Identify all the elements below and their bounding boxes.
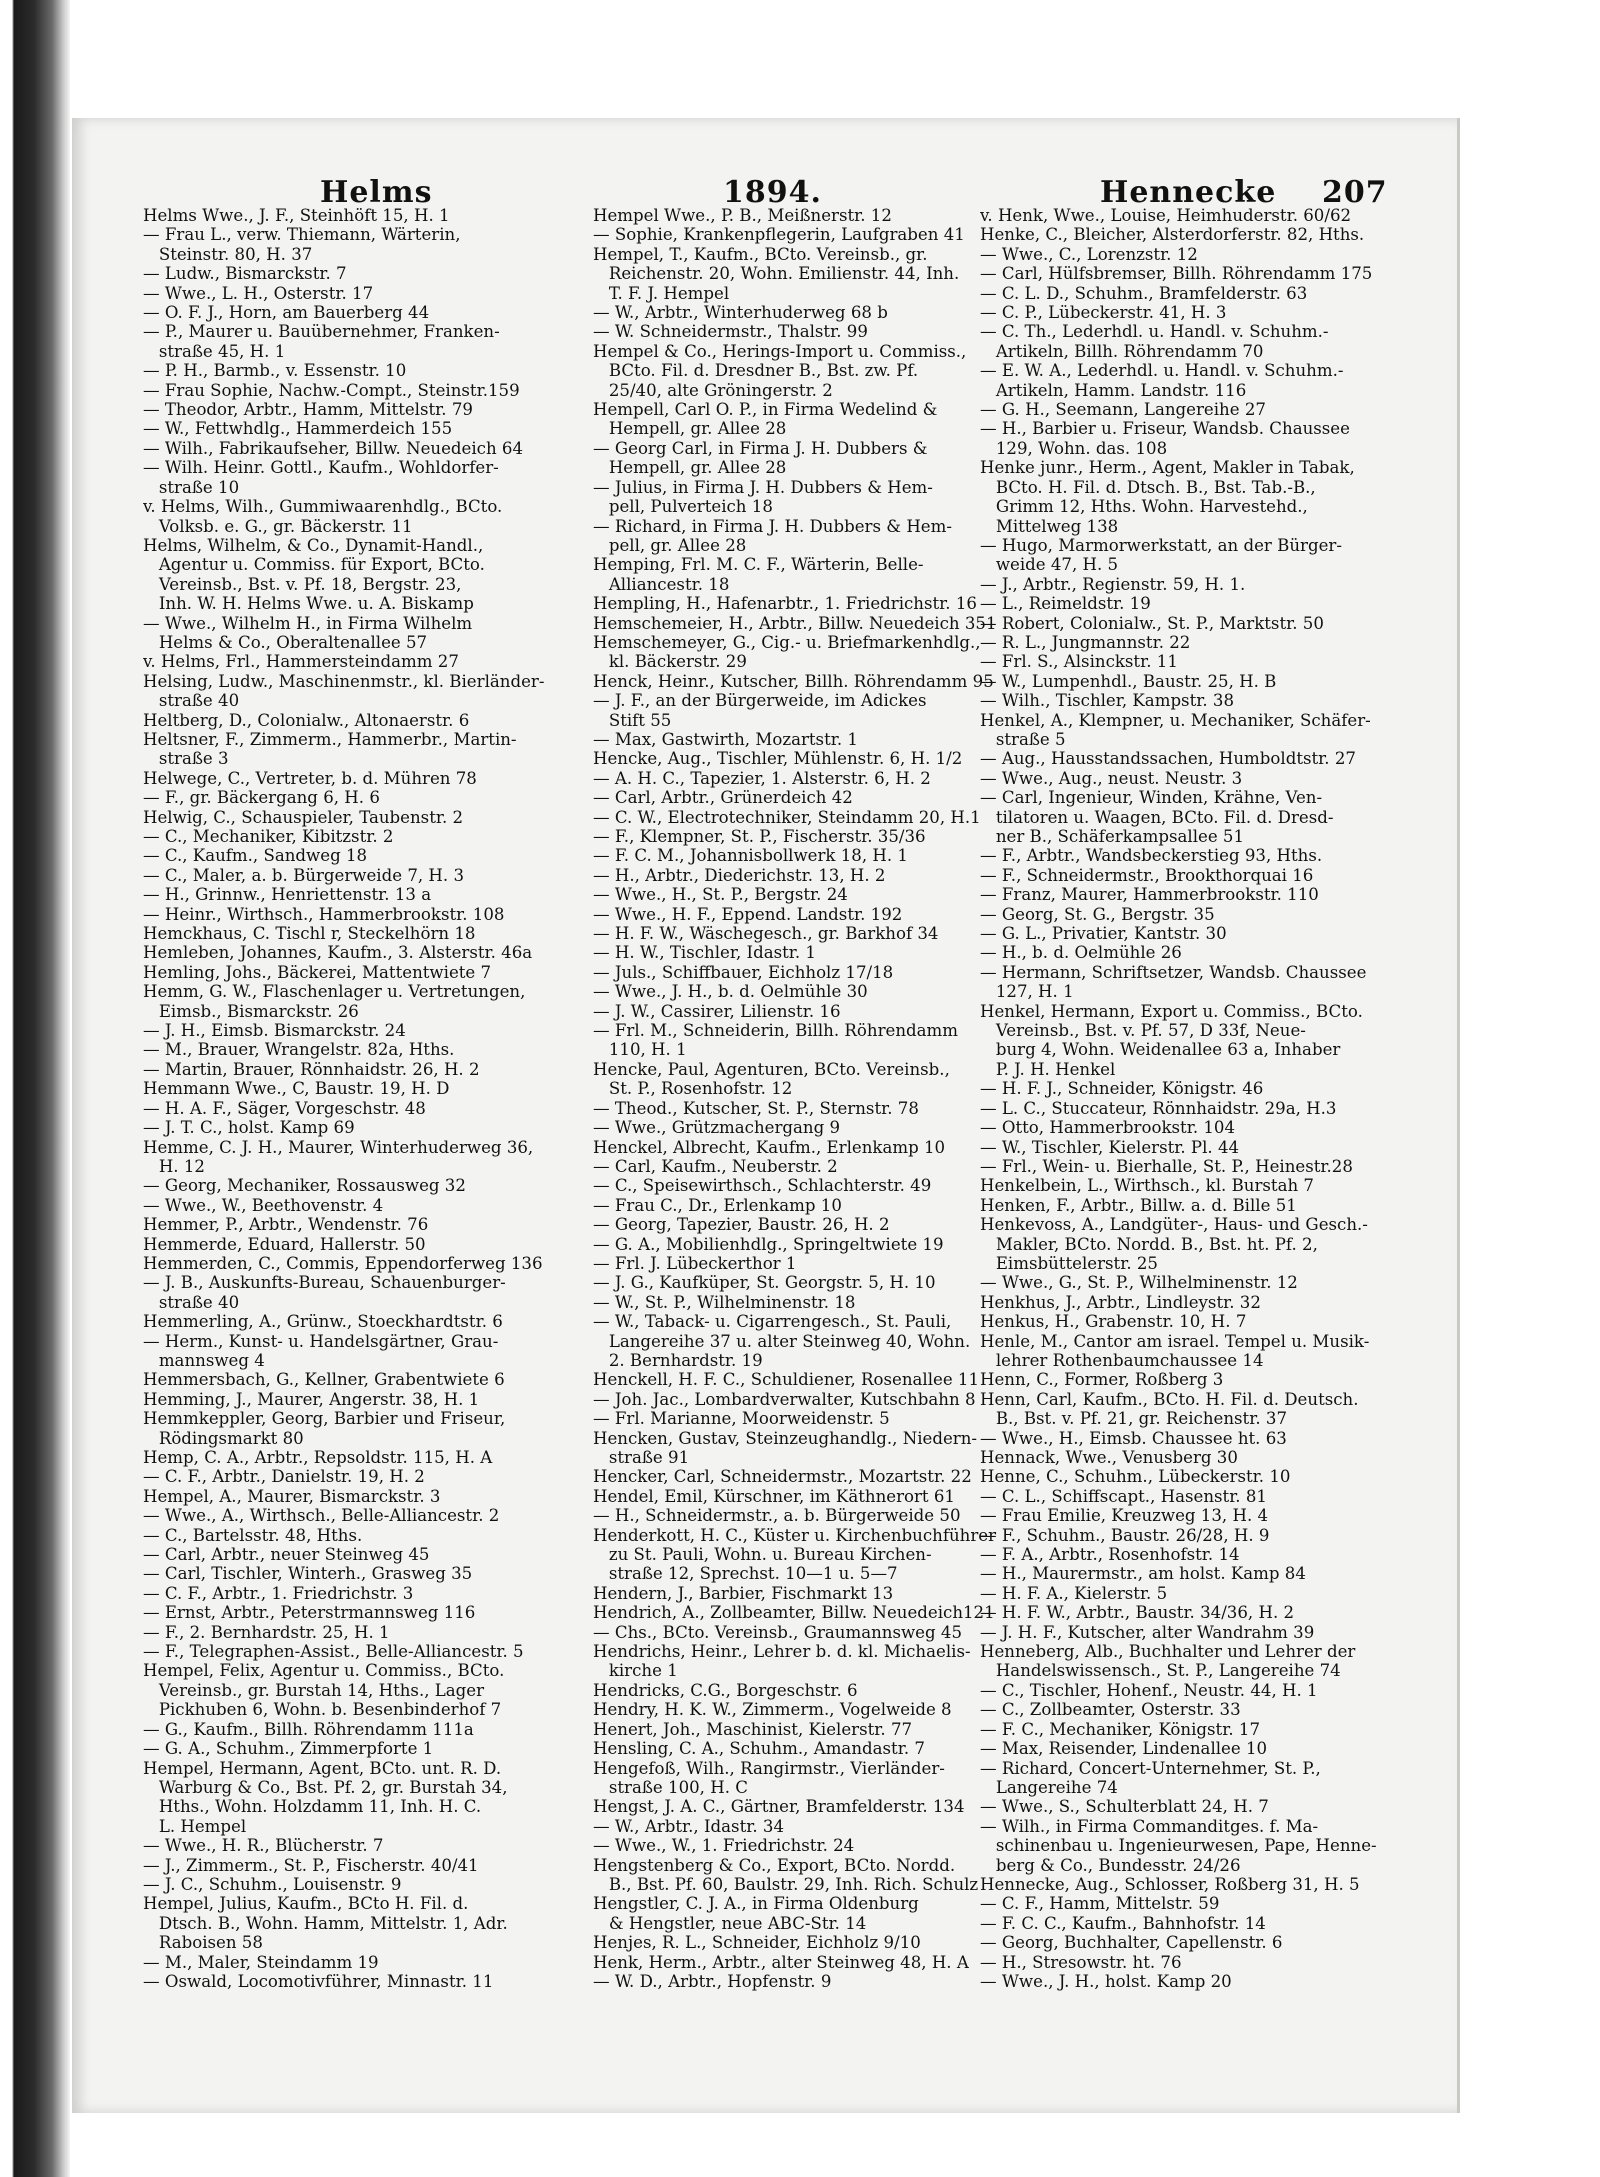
directory-entry-line: Henkel, A., Klempner, u. Mechaniker, Schäfer- (980, 710, 1371, 730)
directory-entry-line: Hemckhaus, C. Tischl r, Steckelhörn 18 (143, 924, 476, 944)
directory-entry-line: Steinstr. 80, H. 37 (143, 244, 313, 264)
directory-entry-line: — F., Schuhm., Baustr. 26/28, H. 9 (980, 1525, 1270, 1545)
directory-entry-line: Helwege, C., Vertreter, b. d. Mühren 78 (143, 768, 477, 788)
directory-entry-line: Henkelbein, L., Wirthsch., kl. Burstah 7 (980, 1176, 1314, 1196)
directory-entry-line: — W. Schneidermstr., Thalstr. 99 (593, 322, 868, 342)
directory-entry-line: Hendry, H. K. W., Zimmerm., Vogelweide 8 (593, 1700, 952, 1720)
directory-entry-line: — Ludw., Bismarckstr. 7 (143, 264, 347, 284)
directory-entry-line: — C. L. D., Schuhm., Bramfelderstr. 63 (980, 283, 1308, 303)
directory-entry-line: Hemp, C. A., Arbtr., Repsoldstr. 115, H. A (143, 1448, 493, 1467)
directory-entry-line: Hempell, gr. Allee 28 (593, 458, 787, 478)
running-head-right: Hennecke (1100, 175, 1277, 210)
directory-entry-line: — Carl, Kaufm., Neuberstr. 2 (593, 1156, 838, 1176)
directory-entry-line: Henle, M., Cantor am israel. Tempel u. Musik- (980, 1331, 1370, 1351)
directory-entry-line: Henne, C., Schuhm., Lübeckerstr. 10 (980, 1467, 1291, 1487)
directory-entry-line: Vereinsb., Bst. v. Pf. 57, D 33f, Neue- (980, 1021, 1306, 1041)
directory-entry-line: — Georg, Buchhalter, Capellenstr. 6 (980, 1933, 1283, 1953)
directory-entry-line: pell, Pulverteich 18 (593, 497, 773, 517)
directory-entry-line: — F., 2. Bernhardstr. 25, H. 1 (143, 1622, 390, 1642)
directory-entry-line: — F. A., Arbtr., Rosenhofstr. 14 (980, 1545, 1240, 1565)
directory-entry-line: — Wwe., H. F., Eppend. Landstr. 192 (593, 904, 903, 924)
directory-entry-line: — Chs., BCto. Vereinsb., Graumannsweg 45 (593, 1622, 963, 1642)
directory-entry-line: Hengst, J. A. C., Gärtner, Bramfelderstr. 134 (593, 1797, 965, 1817)
directory-entry-line: — J. T. C., holst. Kamp 69 (143, 1118, 355, 1138)
directory-entry-line: Hendern, J., Barbier, Fischmarkt 13 (593, 1583, 894, 1603)
directory-entry-line: — Hugo, Marmorwerkstatt, an der Bürger- (980, 535, 1342, 555)
directory-entry-line: Henke junr., Herm., Agent, Makler in Tabak, (980, 458, 1355, 478)
directory-entry-line: 127, H. 1 (980, 982, 1074, 1002)
directory-entry-line: — Sophie, Krankenpflegerin, Laufgraben 41 (593, 225, 965, 245)
directory-entry-line: — G. H., Seemann, Langereihe 27 (980, 400, 1266, 420)
directory-entry-line: pell, gr. Allee 28 (593, 535, 747, 555)
directory-entry-line: Artikeln, Billh. Röhrendamm 70 (980, 341, 1264, 361)
directory-entry-line: Hemmerling, A., Grünw., Stoeckhardtstr. 6 (143, 1312, 503, 1332)
directory-entry-line: — Wwe., Aug., neust. Neustr. 3 (980, 768, 1243, 788)
running-head-year: 1894. (723, 175, 822, 210)
directory-entry-line: — W., Arbtr., Winterhuderweg 68 b (593, 303, 888, 323)
directory-entry-line: B., Bst. Pf. 60, Baulstr. 29, Inh. Rich. Schulz (593, 1874, 979, 1894)
directory-entry-line: — Oswald, Locomotivführer, Minnastr. 11 (143, 1971, 494, 1991)
directory-column-3 (980, 206, 1390, 1991)
directory-entry-line: Helms & Co., Oberaltenallee 57 (143, 632, 428, 652)
directory-entry-line: — Frl. M., Schneiderin, Billh. Röhrendamm (593, 1021, 959, 1041)
directory-entry-line: — Georg, St. G., Bergstr. 35 (980, 904, 1215, 924)
directory-entry-line: tilatoren u. Waagen, BCto. Fil. d. Dresd- (980, 807, 1334, 827)
page-number: 207 (1322, 175, 1388, 210)
directory-entry-line: ner B., Schäferkampsallee 51 (980, 827, 1245, 846)
directory-entry-line: — C., Speisewirthsch., Schlachterstr. 49 (593, 1176, 932, 1196)
directory-entry-line: — C. Th., Lederhdl. u. Handl. v. Schuhm.- (980, 322, 1329, 342)
directory-entry-line: — Carl, Arbtr., neuer Steinweg 45 (143, 1545, 430, 1565)
directory-entry-line: T. F. J. Hempel (593, 283, 730, 303)
directory-entry-line: Hempel, Hermann, Agent, BCto. unt. R. D. (143, 1758, 502, 1778)
directory-entry-line: — H. F. J., Schneider, Königstr. 46 (980, 1079, 1264, 1099)
directory-entry-line: zu St. Pauli, Wohn. u. Bureau Kirchen- (593, 1545, 932, 1565)
directory-entry-line: Henken, F., Arbtr., Billw. a. d. Bille 51 (980, 1195, 1297, 1215)
directory-entry-line: — C. F., Hamm, Mittelstr. 59 (980, 1894, 1220, 1914)
directory-entry-line: — H. F. W., Arbtr., Baustr. 34/36, H. 2 (980, 1603, 1295, 1623)
directory-entry-line: Henneberg, Alb., Buchhalter und Lehrer der (980, 1642, 1356, 1662)
directory-entry-line: — Wwe., H. R., Blücherstr. 7 (143, 1836, 384, 1856)
directory-entry-line: Agentur u. Commiss. für Export, BCto. (143, 555, 485, 575)
directory-entry-line: Hemmer, P., Arbtr., Wendenstr. 76 (143, 1215, 429, 1235)
directory-entry-line: — F., Klempner, St. P., Fischerstr. 35/36 (593, 827, 926, 846)
directory-entry-line: straße 12, Sprechst. 10—1 u. 5—7 (593, 1564, 898, 1584)
directory-entry-line: — Richard, Concert-Unternehmer, St. P., (980, 1758, 1321, 1778)
directory-entry-line: Helms Wwe., J. F., Steinhöft 15, H. 1 (143, 206, 450, 225)
directory-entry-line: Hemschemeyer, G., Cig.- u. Briefmarkenhdlg., (593, 632, 981, 652)
directory-entry-line: — W., Tischler, Kielerstr. Pl. 44 (980, 1137, 1240, 1157)
directory-entry-line: burg 4, Wohn. Weidenallee 63 a, Inhaber (980, 1040, 1341, 1060)
directory-column-1 (143, 206, 553, 1991)
directory-entry-line: — Robert, Colonialw., St. P., Marktstr. 50 (980, 613, 1324, 633)
directory-entry-line: — Wwe., S., Schulterblatt 24, H. 7 (980, 1797, 1269, 1817)
directory-entry-line: — Wwe., L. H., Osterstr. 17 (143, 283, 374, 303)
directory-entry-line: — Wilh. Heinr. Gottl., Kaufm., Wohldorfer- (143, 458, 499, 478)
directory-entry-line: — Joh. Jac., Lombardverwalter, Kutschbahn 8 (593, 1389, 976, 1409)
directory-entry-line: Hempel Wwe., P. B., Meißnerstr. 12 (593, 206, 892, 225)
directory-entry-line: Mittelweg 138 (980, 516, 1119, 536)
directory-entry-line: — H. A. F., Säger, Vorgeschstr. 48 (143, 1098, 426, 1118)
directory-entry-line: Stift 55 (593, 710, 672, 730)
directory-entry-line: Hemmersbach, G., Kellner, Grabentwiete 6 (143, 1370, 505, 1390)
directory-entry-line: — H., Barbier u. Friseur, Wandsb. Chaussee (980, 419, 1350, 439)
directory-entry-line: 129, Wohn. das. 108 (980, 438, 1168, 458)
directory-entry-line: Hendricks, C.G., Borgeschstr. 6 (593, 1680, 858, 1700)
directory-entry-line: — C., Bartelsstr. 48, Hths. (143, 1525, 363, 1545)
directory-entry-line: Vereinsb., Bst. v. Pf. 18, Bergstr. 23, (143, 574, 462, 594)
directory-entry-line: — M., Brauer, Wrangelstr. 82a, Hths. (143, 1040, 455, 1060)
directory-entry-line: Hemme, C. J. H., Maurer, Winterhuderweg 36, (143, 1137, 534, 1157)
directory-entry-line: — W., Taback- u. Cigarrengesch., St. Pauli, (593, 1312, 952, 1332)
directory-entry-line: — R. L., Jungmannstr. 22 (980, 632, 1191, 652)
directory-entry-line: — Wwe., J. H., holst. Kamp 20 (980, 1971, 1232, 1991)
directory-entry-line: Hempling, H., Hafenarbtr., 1. Friedrichstr. 16 (593, 594, 977, 614)
directory-entry-line: — A. H. C., Tapezier, 1. Alsterstr. 6, H. 2 (593, 768, 931, 788)
directory-entry-line: — Frl., Wein- u. Bierhalle, St. P., Heinestr.28 (980, 1156, 1353, 1176)
directory-entry-line: Henert, Joh., Maschinist, Kielerstr. 77 (593, 1719, 913, 1739)
directory-entry-line: Alliancestr. 18 (593, 574, 730, 594)
directory-entry-line: & Hengstler, neue ABC-Str. 14 (593, 1913, 867, 1933)
directory-entry-line: Henderkott, H. C., Küster u. Kirchenbuchführer (593, 1525, 997, 1545)
directory-entry-line: Hempel, A., Maurer, Bismarckstr. 3 (143, 1486, 441, 1506)
directory-entry-line: schinenbau u. Ingenieurwesen, Pape, Henne- (980, 1836, 1377, 1856)
directory-entry-line: Langereihe 74 (980, 1777, 1118, 1797)
directory-entry-line: Hempel, Julius, Kaufm., BCto H. Fil. d. (143, 1894, 469, 1914)
directory-entry-line: — Julius, in Firma J. H. Dubbers & Hem- (593, 477, 933, 497)
directory-entry-line: — H., Arbtr., Diederichstr. 13, H. 2 (593, 865, 886, 885)
directory-entry-line: — Wwe., H., Eimsb. Chaussee ht. 63 (980, 1428, 1287, 1448)
directory-entry-line: L. Hempel (143, 1816, 247, 1836)
directory-entry-line: Heltberg, D., Colonialw., Altonaerstr. 6 (143, 710, 470, 730)
directory-entry-line: — Carl, Ingenieur, Winden, Krähne, Ven- (980, 788, 1323, 808)
directory-entry-line: v. Helms, Frl., Hammersteindamm 27 (143, 652, 459, 672)
directory-entry-line: Hengstler, C. J. A., in Firma Oldenburg (593, 1894, 919, 1914)
directory-entry-line: Hemmerde, Eduard, Hallerstr. 50 (143, 1234, 426, 1254)
directory-entry-line: — O. F. J., Horn, am Bauerberg 44 (143, 303, 430, 323)
directory-entry-line: — Wilh., Fabrikaufseher, Billw. Neuedeich 64 (143, 438, 524, 458)
directory-entry-line: — Hermann, Schriftsetzer, Wandsb. Chaussee (980, 962, 1367, 982)
directory-entry-line: Hendrichs, Heinr., Lehrer b. d. kl. Michaelis- (593, 1642, 971, 1662)
directory-entry-line: straße 91 (593, 1448, 690, 1467)
directory-entry-line: — Juls., Schiffbauer, Eichholz 17/18 (593, 962, 894, 982)
directory-entry-line: BCto. Fil. d. Dresdner B., Bst. zw. Pf. (593, 361, 919, 381)
directory-entry-line: 25/40, alte Gröningerstr. 2 (593, 380, 833, 400)
directory-entry-line: Hencker, Carl, Schneidermstr., Mozartstr. 22 (593, 1467, 972, 1487)
directory-entry-line: Eimsbüttelerstr. 25 (980, 1253, 1158, 1273)
directory-entry-line: kl. Bäckerstr. 29 (593, 652, 747, 672)
directory-entry-line: lehrer Rothenbaumchaussee 14 (980, 1350, 1264, 1370)
directory-entry-line: — J., Zimmerm., St. P., Fischerstr. 40/41 (143, 1855, 479, 1875)
directory-entry-line: Henjes, R. L., Schneider, Eichholz 9/10 (593, 1933, 921, 1953)
directory-entry-line: Dtsch. B., Wohn. Hamm, Mittelstr. 1, Adr. (143, 1913, 508, 1933)
directory-entry-line: Makler, BCto. Nordd. B., Bst. ht. Pf. 2, (980, 1234, 1318, 1254)
directory-entry-line: Hempell, gr. Allee 28 (593, 419, 787, 439)
directory-entry-line: — Max, Gastwirth, Mozartstr. 1 (593, 729, 858, 749)
directory-entry-line: Hendel, Emil, Kürschner, im Käthnerort 61 (593, 1486, 955, 1506)
book-spine (0, 0, 70, 2177)
directory-entry-line: Hempel & Co., Herings-Import u. Commiss., (593, 341, 967, 361)
directory-entry-line: — Ernst, Arbtr., Peterstrmannsweg 116 (143, 1603, 476, 1623)
directory-entry-line: — Wwe., Grützmachergang 9 (593, 1118, 841, 1138)
directory-entry-line: — C. W., Electrotechniker, Steindamm 20, H.1 (593, 807, 981, 827)
directory-entry-line: Hemmerden, C., Commis, Eppendorferweg 136 (143, 1253, 543, 1273)
directory-entry-line: — H. F. W., Wäschegesch., gr. Barkhof 34 (593, 924, 939, 944)
directory-entry-line: — Wwe., H., St. P., Bergstr. 24 (593, 885, 848, 905)
directory-entry-line: — J., Arbtr., Regienstr. 59, H. 1. (980, 574, 1246, 594)
directory-entry-line: — F. C. C., Kaufm., Bahnhofstr. 14 (980, 1913, 1266, 1933)
directory-entry-line: weide 47, H. 5 (980, 555, 1119, 575)
directory-entry-line: straße 5 (980, 729, 1066, 749)
directory-entry-line: Hemschemeier, H., Arbtr., Billw. Neuedeich 351 (593, 613, 997, 633)
directory-entry-line: v. Henk, Wwe., Louise, Heimhuderstr. 60/62 (980, 206, 1352, 225)
directory-entry-line: Henckell, H. F. C., Schuldiener, Rosenallee 11 (593, 1370, 980, 1390)
directory-entry-line: Hengstenberg & Co., Export, BCto. Nordd. (593, 1855, 956, 1875)
directory-entry-line: Hendrich, A., Zollbeamter, Billw. Neuedeich121 (593, 1603, 995, 1623)
directory-entry-line: — F., Telegraphen-Assist., Belle-Alliancestr. 5 (143, 1642, 524, 1662)
directory-entry-line: Volksb. e. G., gr. Bäckerstr. 11 (143, 516, 413, 536)
directory-entry-line: Henkevoss, A., Landgüter-, Haus- und Gesch.- (980, 1215, 1368, 1235)
directory-entry-line: — P., Maurer u. Bauübernehmer, Franken- (143, 322, 500, 342)
directory-entry-line: — F. C. M., Johannisbollwerk 18, H. 1 (593, 846, 908, 866)
directory-entry-line: berg & Co., Bundesstr. 24/26 (980, 1855, 1241, 1875)
directory-entry-line: Hemmkeppler, Georg, Barbier und Friseur, (143, 1409, 506, 1429)
directory-entry-line: Henkel, Hermann, Export u. Commiss., BCto. (980, 1001, 1363, 1021)
directory-entry-line: — Wwe., A., Wirthsch., Belle-Alliancestr. 2 (143, 1506, 500, 1526)
directory-entry-line: — Frau Sophie, Nachw.-Compt., Steinstr.159 (143, 380, 520, 400)
running-head-left: Helms (320, 175, 433, 210)
directory-entry-line: — Theodor, Arbtr., Hamm, Mittelstr. 79 (143, 400, 473, 420)
directory-entry-line: — Wwe., W., Beethovenstr. 4 (143, 1195, 384, 1215)
directory-entry-line: — M., Maler, Steindamm 19 (143, 1952, 379, 1972)
directory-entry-line: Hencken, Gustav, Steinzeughandlg., Niedern- (593, 1428, 978, 1448)
directory-entry-line: — P. H., Barmb., v. Essenstr. 10 (143, 361, 407, 381)
directory-entry-line: — J. H. F., Kutscher, alter Wandrahm 39 (980, 1622, 1315, 1642)
directory-entry-line: — E. W. A., Lederhdl. u. Handl. v. Schuhm.- (980, 361, 1344, 381)
directory-entry-line: Grimm 12, Hths. Wohn. Harvestehd., (980, 497, 1308, 517)
directory-entry-line: — C. F., Arbtr., Danielstr. 19, H. 2 (143, 1467, 425, 1487)
directory-entry-line: — H. W., Tischler, Idastr. 1 (593, 943, 816, 963)
directory-entry-line: Hemmann Wwe., C, Baustr. 19, H. D (143, 1079, 450, 1099)
directory-entry-line: — Otto, Hammerbrookstr. 104 (980, 1118, 1236, 1138)
directory-entry-line: — G. L., Privatier, Kantstr. 30 (980, 924, 1227, 944)
directory-entry-line: Hempel, Felix, Agentur u. Commiss., BCto. (143, 1661, 505, 1681)
directory-entry-line: — H., Grinnw., Henriettenstr. 13 a (143, 885, 432, 905)
directory-entry-line: Langereihe 37 u. alter Steinweg 40, Wohn. (593, 1331, 971, 1351)
directory-entry-line: BCto. H. Fil. d. Dtsch. B., Bst. Tab.-B., (980, 477, 1316, 497)
directory-entry-line: Henck, Heinr., Kutscher, Billh. Röhrendamm 95 (593, 671, 994, 691)
directory-entry-line: — F., gr. Bäckergang 6, H. 6 (143, 788, 380, 808)
directory-entry-line: — J. W., Cassirer, Lilienstr. 16 (593, 1001, 841, 1021)
directory-entry-line: Hempell, Carl O. P., in Firma Wedelind & (593, 400, 938, 420)
directory-entry-line: — W., Lumpenhdl., Baustr. 25, H. B (980, 671, 1277, 691)
directory-entry-line: Hemm, G. W., Flaschenlager u. Vertretungen, (143, 982, 526, 1002)
directory-entry-line: — G. A., Mobilienhdlg., Springeltwiete 19 (593, 1234, 944, 1254)
directory-entry-line: — Carl, Hülfsbremser, Billh. Röhrendamm 175 (980, 264, 1373, 284)
directory-entry-line: — Wwe., J. H., b. d. Oelmühle 30 (593, 982, 868, 1002)
directory-entry-line: — F., Arbtr., Wandsbeckerstieg 93, Hths. (980, 846, 1323, 866)
directory-entry-line: — J. B., Auskunfts-Bureau, Schauenburger- (143, 1273, 506, 1293)
directory-entry-line: St. P., Rosenhofstr. 12 (593, 1079, 793, 1099)
directory-entry-line: straße 3 (143, 749, 229, 769)
directory-entry-line: — Wwe., W., 1. Friedrichstr. 24 (593, 1836, 855, 1856)
directory-entry-line: — Frau L., verw. Thiemann, Wärterin, (143, 225, 461, 245)
directory-entry-line: Pickhuben 6, Wohn. b. Besenbinderhof 7 (143, 1700, 502, 1720)
directory-entry-line: — Frl. S., Alsinckstr. 11 (980, 652, 1178, 672)
directory-entry-line: Helsing, Ludw., Maschinenmstr., kl. Bierländer- (143, 671, 545, 691)
directory-entry-line: — W., Fettwhdlg., Hammerdeich 155 (143, 419, 453, 439)
directory-entry-line: — Frl. Marianne, Moorweidenstr. 5 (593, 1409, 890, 1429)
directory-entry-line: — J. C., Schuhm., Louisenstr. 9 (143, 1874, 402, 1894)
directory-entry-line: — H., b. d. Oelmühle 26 (980, 943, 1182, 963)
directory-entry-line: — W., St. P., Wilhelminenstr. 18 (593, 1292, 856, 1312)
directory-entry-line: — Carl, Arbtr., Grünerdeich 42 (593, 788, 853, 808)
directory-entry-line: — Theod., Kutscher, St. P., Sternstr. 78 (593, 1098, 919, 1118)
directory-entry-line: — C., Kaufm., Sandweg 18 (143, 846, 368, 866)
directory-entry-line: — W. D., Arbtr., Hopfenstr. 9 (593, 1971, 832, 1991)
directory-entry-line: — Georg, Tapezier, Baustr. 26, H. 2 (593, 1215, 890, 1235)
directory-entry-line: 2. Bernhardstr. 19 (593, 1350, 763, 1370)
directory-entry-line: — C., Maler, a. b. Bürgerweide 7, H. 3 (143, 865, 465, 885)
directory-entry-line: Warburg & Co., Bst. Pf. 2, gr. Burstah 34, (143, 1777, 508, 1797)
directory-entry-line: — Wwe., G., St. P., Wilhelminenstr. 12 (980, 1273, 1298, 1293)
directory-entry-line: Hennecke, Aug., Schlosser, Roßberg 31, H. 5 (980, 1874, 1360, 1894)
directory-entry-line: straße 40 (143, 1292, 240, 1312)
directory-entry-line: H. 12 (143, 1156, 205, 1176)
directory-entry-line: Henn, Carl, Kaufm., BCto. H. Fil. d. Deutsch. (980, 1389, 1359, 1409)
directory-entry-line: Henkus, H., Grabenstr. 10, H. 7 (980, 1312, 1247, 1332)
directory-entry-line: — H., Schneidermstr., a. b. Bürgerweide 50 (593, 1506, 961, 1526)
directory-entry-line: Hemling, Johs., Bäckerei, Mattentwiete 7 (143, 962, 492, 982)
directory-entry-line: Eimsb., Bismarckstr. 26 (143, 1001, 359, 1021)
directory-entry-line: Helms, Wilhelm, & Co., Dynamit-Handl., (143, 535, 484, 555)
directory-entry-line: straße 45, H. 1 (143, 341, 286, 361)
directory-entry-line: — Wwe., Wilhelm H., in Firma Wilhelm (143, 613, 473, 633)
directory-entry-line: — Herm., Kunst- u. Handelsgärtner, Grau- (143, 1331, 499, 1351)
directory-entry-line: — Frl. J. Lübeckerthor 1 (593, 1253, 797, 1273)
directory-entry-line: — W., Arbtr., Idastr. 34 (593, 1816, 785, 1836)
directory-entry-line: — F., Schneidermstr., Brookthorquai 16 (980, 865, 1314, 885)
directory-entry-line: — Franz, Maurer, Hammerbrookstr. 110 (980, 885, 1319, 905)
directory-entry-line: Artikeln, Hamm. Landstr. 116 (980, 380, 1247, 400)
directory-entry-line: — Frau Emilie, Kreuzweg 13, H. 4 (980, 1506, 1269, 1526)
directory-entry-line: — Richard, in Firma J. H. Dubbers & Hem- (593, 516, 952, 536)
directory-entry-line: — Heinr., Wirthsch., Hammerbrookstr. 108 (143, 904, 505, 924)
directory-entry-line: Handelswissensch., St. P., Langereihe 74 (980, 1661, 1341, 1681)
directory-entry-line: Inh. W. H. Helms Wwe. u. A. Biskamp (143, 594, 474, 614)
directory-entry-line: — H. F. A., Kielerstr. 5 (980, 1583, 1168, 1603)
directory-entry-line: — Wwe., C., Lorenzstr. 12 (980, 244, 1198, 264)
directory-entry-line: — Georg, Mechaniker, Rossausweg 32 (143, 1176, 466, 1196)
directory-entry-line: — C. L., Schiffscapt., Hasenstr. 81 (980, 1486, 1267, 1506)
directory-entry-line: Vereinsb., gr. Burstah 14, Hths., Lager (143, 1680, 485, 1700)
directory-entry-line: — Wilh., Tischler, Kampstr. 38 (980, 691, 1235, 711)
directory-entry-line: Hencke, Paul, Agenturen, BCto. Vereinsb., (593, 1059, 950, 1079)
directory-entry-line: — H., Maurermstr., am holst. Kamp 84 (980, 1564, 1306, 1584)
directory-entry-line: Henke, C., Bleicher, Alsterdorferstr. 82, Hths. (980, 225, 1365, 245)
directory-entry-line: Hths., Wohn. Holzdamm 11, Inh. H. C. (143, 1797, 482, 1817)
directory-entry-line: mannsweg 4 (143, 1350, 265, 1370)
directory-entry-line: Hemping, Frl. M. C. F., Wärterin, Belle- (593, 555, 924, 575)
directory-entry-line: — Georg Carl, in Firma J. H. Dubbers & (593, 438, 928, 458)
directory-entry-line: Helwig, C., Schauspieler, Taubenstr. 2 (143, 807, 464, 827)
directory-entry-line: Hennack, Wwe., Venusberg 30 (980, 1448, 1238, 1467)
directory-entry-line: Hengefoß, Wilh., Rangirmstr., Vierländer- (593, 1758, 945, 1778)
directory-entry-line: B., Bst. v. Pf. 21, gr. Reichenstr. 37 (980, 1409, 1287, 1429)
directory-entry-line: — L. C., Stuccateur, Rönnhaidstr. 29a, H.3 (980, 1098, 1337, 1118)
directory-entry-line: straße 10 (143, 477, 240, 497)
directory-entry-line: Raboisen 58 (143, 1933, 263, 1953)
directory-entry-line: kirche 1 (593, 1661, 678, 1681)
directory-entry-line: Reichenstr. 20, Wohn. Emilienstr. 44, Inh. (593, 264, 960, 284)
directory-entry-line: straße 100, H. C (593, 1777, 748, 1797)
directory-entry-line: — Martin, Brauer, Rönnhaidstr. 26, H. 2 (143, 1059, 480, 1079)
directory-entry-line: Hencke, Aug., Tischler, Mühlenstr. 6, H. 1/2 (593, 749, 963, 769)
directory-entry-line: P. J. H. Henkel (980, 1059, 1116, 1079)
directory-entry-line: Hensling, C. A., Schuhm., Amandastr. 7 (593, 1739, 925, 1759)
directory-entry-line: — G., Kaufm., Billh. Röhrendamm 111a (143, 1719, 474, 1739)
directory-entry-line: Henkhus, J., Arbtr., Lindleystr. 32 (980, 1292, 1261, 1312)
directory-entry-line: Heltsner, F., Zimmerm., Hammerbr., Martin- (143, 729, 517, 749)
directory-entry-line: Hempel, T., Kaufm., BCto. Vereinsb., gr. (593, 244, 928, 264)
directory-entry-line: straße 40 (143, 691, 240, 711)
directory-entry-line: — C. F., Arbtr., 1. Friedrichstr. 3 (143, 1583, 414, 1603)
directory-entry-line: Henn, C., Former, Roßberg 3 (980, 1370, 1224, 1390)
directory-entry-line: — Max, Reisender, Lindenallee 10 (980, 1739, 1268, 1759)
directory-entry-line: — Carl, Tischler, Winterh., Grasweg 35 (143, 1564, 473, 1584)
directory-entry-line: — Wilh., in Firma Commanditges. f. Ma- (980, 1816, 1319, 1836)
directory-entry-line: Hemming, J., Maurer, Angerstr. 38, H. 1 (143, 1389, 480, 1409)
directory-entry-line: Henckel, Albrecht, Kaufm., Erlenkamp 10 (593, 1137, 946, 1157)
directory-entry-line: 110, H. 1 (593, 1040, 687, 1060)
directory-entry-line: — C., Mechaniker, Kibitzstr. 2 (143, 827, 394, 846)
directory-entry-line: — C. P., Lübeckerstr. 41, H. 3 (980, 303, 1227, 323)
directory-entry-line: — F. C., Mechaniker, Königstr. 17 (980, 1719, 1261, 1739)
directory-entry-line: — L., Reimeldstr. 19 (980, 594, 1151, 614)
directory-entry-line: — J. G., Kaufküper, St. Georgstr. 5, H. 10 (593, 1273, 936, 1293)
directory-entry-line: Hemleben, Johannes, Kaufm., 3. Alsterstr. 46a (143, 943, 533, 963)
directory-entry-line: Rödingsmarkt 80 (143, 1428, 304, 1448)
directory-entry-line: — J. F., an der Bürgerweide, im Adickes (593, 691, 927, 711)
directory-column-2 (593, 206, 1003, 1991)
directory-entry-line: Henk, Herm., Arbtr., alter Steinweg 48, H. A (593, 1952, 969, 1972)
directory-entry-line: — C., Tischler, Hohenf., Neustr. 44, H. 1 (980, 1680, 1318, 1700)
directory-entry-line: — Aug., Hausstandssachen, Humboldtstr. 27 (980, 749, 1356, 769)
directory-entry-line: — G. A., Schuhm., Zimmerpforte 1 (143, 1739, 434, 1759)
directory-entry-line: — Frau C., Dr., Erlenkamp 10 (593, 1195, 842, 1215)
directory-entry-line: — J. H., Eimsb. Bismarckstr. 24 (143, 1021, 406, 1041)
directory-entry-line: — C., Zollbeamter, Osterstr. 33 (980, 1700, 1241, 1720)
directory-entry-line: v. Helms, Wilh., Gummiwaarenhdlg., BCto. (143, 497, 503, 517)
directory-entry-line: — H., Stresowstr. ht. 76 (980, 1952, 1182, 1972)
